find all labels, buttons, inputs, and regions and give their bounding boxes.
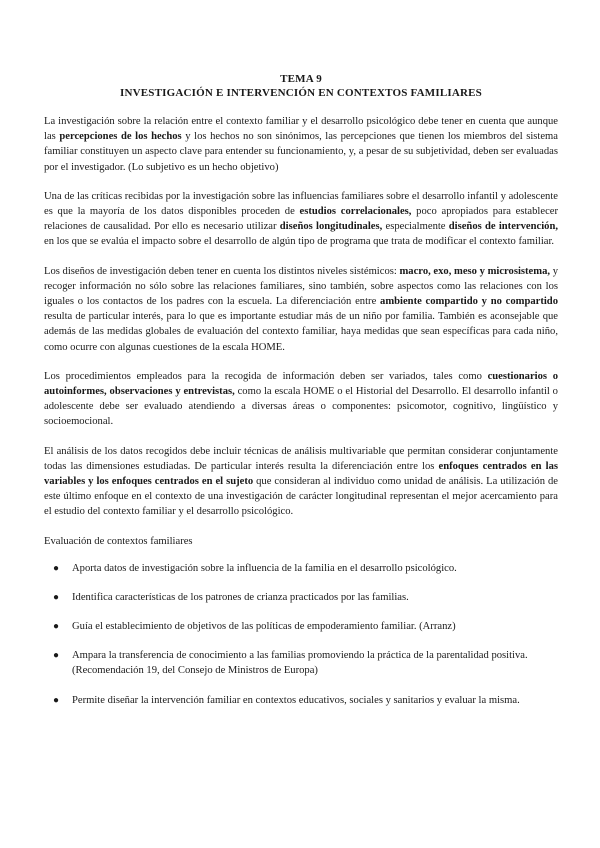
text-run: La investigación sobre la relación entre el contexto familiar y el desarrollo psicológico debe tener en cuenta que aunque las — [44, 116, 558, 143]
text-run: resulta de particular interés, para lo que es importante estudiar más de un niño por familia. También es aconsejable que además de las medidas globales de evaluación del contexto familiar, haya medidas que sean específicas para cada niño, como ocurre con algunas cuestiones de la escala HOME. — [44, 311, 558, 353]
text-run: Los procedimientos empleados para la recogida de información deben ser variados, tales como — [44, 370, 488, 382]
text-run: en los que se evalúa el impacto sobre el desarrollo de algún tipo de programa que trata de modificar el contexto familiar. — [44, 236, 555, 248]
list-item-text: Aporta datos de investigación sobre la influencia de la familia en el desarrollo psicológico. — [72, 562, 457, 574]
bullet-icon: ● — [53, 694, 60, 706]
bullet-icon: ● — [53, 591, 60, 603]
bullet-icon: ● — [53, 562, 60, 574]
topic-number: TEMA 9 — [280, 73, 322, 85]
list-item — [44, 590, 558, 605]
list-item-text: Ampara la transferencia de conocimiento a las familias promoviendo la práctica de la parentalidad positiva. (Recomendación 19, del Consejo de Ministros de Europa) — [72, 650, 528, 677]
list-item — [44, 693, 558, 708]
paragraph — [44, 369, 558, 430]
bold-term: ambiente compartido y no compartido — [380, 296, 558, 308]
text-run: especialmente — [382, 221, 449, 233]
list-item-text: Permite diseñar la intervención familiar en contextos educativos, sociales y sanitarios y evaluar la misma. — [72, 694, 520, 706]
document-page — [44, 72, 558, 722]
list-item — [44, 648, 558, 678]
text-run: Una de las críticas recibidas por la investigación sobre las influencias familiares sobre el desarrollo infantil y adolescente es que la mayoría de los datos disponibles proceden de — [44, 190, 558, 218]
text-run: poco apropiados para establecer relaciones de causalidad. Por ello es necesario utilizar — [44, 206, 558, 233]
page-title: INVESTIGACIÓN E INTERVENCIÓN EN CONTEXTOS FAMILIARES — [120, 87, 482, 99]
bold-term: estudios correlacionales, — [299, 206, 412, 218]
text-run: y los hechos no son sinónimos, las percepciones que tienen los miembros del sistema familiar constituyen un aspecto clave para entender su funcionamiento, y, a pesar de su subjetividad, deben ser evaluadas por el investigador. (Lo subjetivo es un hecho objetivo) — [44, 131, 558, 173]
bold-term: enfoques centrados en las variables y los enfoques centrados en el sujeto — [44, 460, 558, 488]
bold-term: cuestionarios o autoinformes, observaciones y entrevistas, — [44, 370, 558, 398]
list-item — [44, 619, 558, 634]
bold-term: diseños longitudinales, — [279, 221, 383, 233]
list-item-text: Identifica características de los patrones de crianza practicados por las familias. — [72, 591, 409, 603]
bold-term: percepciones de los hechos — [59, 131, 182, 143]
paragraph — [44, 444, 558, 520]
paragraph — [44, 189, 558, 250]
bullet-icon: ● — [53, 621, 60, 633]
text-run: que consideran al individuo como unidad de análisis. La utilización de este último enfoque en el contexto de una investigación de carácter longitudinal representan el mejor acercamiento para el estudio del contexto familiar y el desarrollo psicológico. — [44, 476, 558, 518]
text-run: Los diseños de investigación deben tener en cuenta los distintos niveles sistémicos: — [44, 265, 400, 277]
bullet-list — [44, 561, 558, 708]
title-block — [44, 72, 558, 100]
bullet-icon: ● — [53, 650, 60, 662]
paragraph — [44, 264, 558, 355]
paragraph — [44, 114, 558, 175]
text-run: como la escala HOME o el Historial del Desarrollo. El desarrollo infantil o adolescente debe ser evaluado atendiendo a diversas áreas o componentes: psicomotor, cognitivo, lingüístico y socioemocional. — [44, 386, 558, 428]
list-item — [44, 561, 558, 576]
list-label: Evaluación de contextos familiares — [44, 535, 193, 547]
text-run: El análisis de los datos recogidos debe incluir técnicas de análisis multivariable que permitan considerar conjuntamente todas las dimensiones estudiadas. De particular interés resulta la diferenciación entre los — [44, 445, 558, 472]
bold-term: diseños de intervención, — [448, 221, 558, 233]
bold-term: macro, exo, meso y microsistema, — [399, 265, 551, 277]
list-item-text: Guía el establecimiento de objetivos de las políticas de empoderamiento familiar. (Arranz) — [72, 621, 456, 633]
text-run: y recoger información no sólo sobre las relaciones familiares, sino también, sobre aspectos como las relaciones con los iguales o los contactos de los padres con la escuela. La diferenciación entre — [44, 265, 558, 308]
